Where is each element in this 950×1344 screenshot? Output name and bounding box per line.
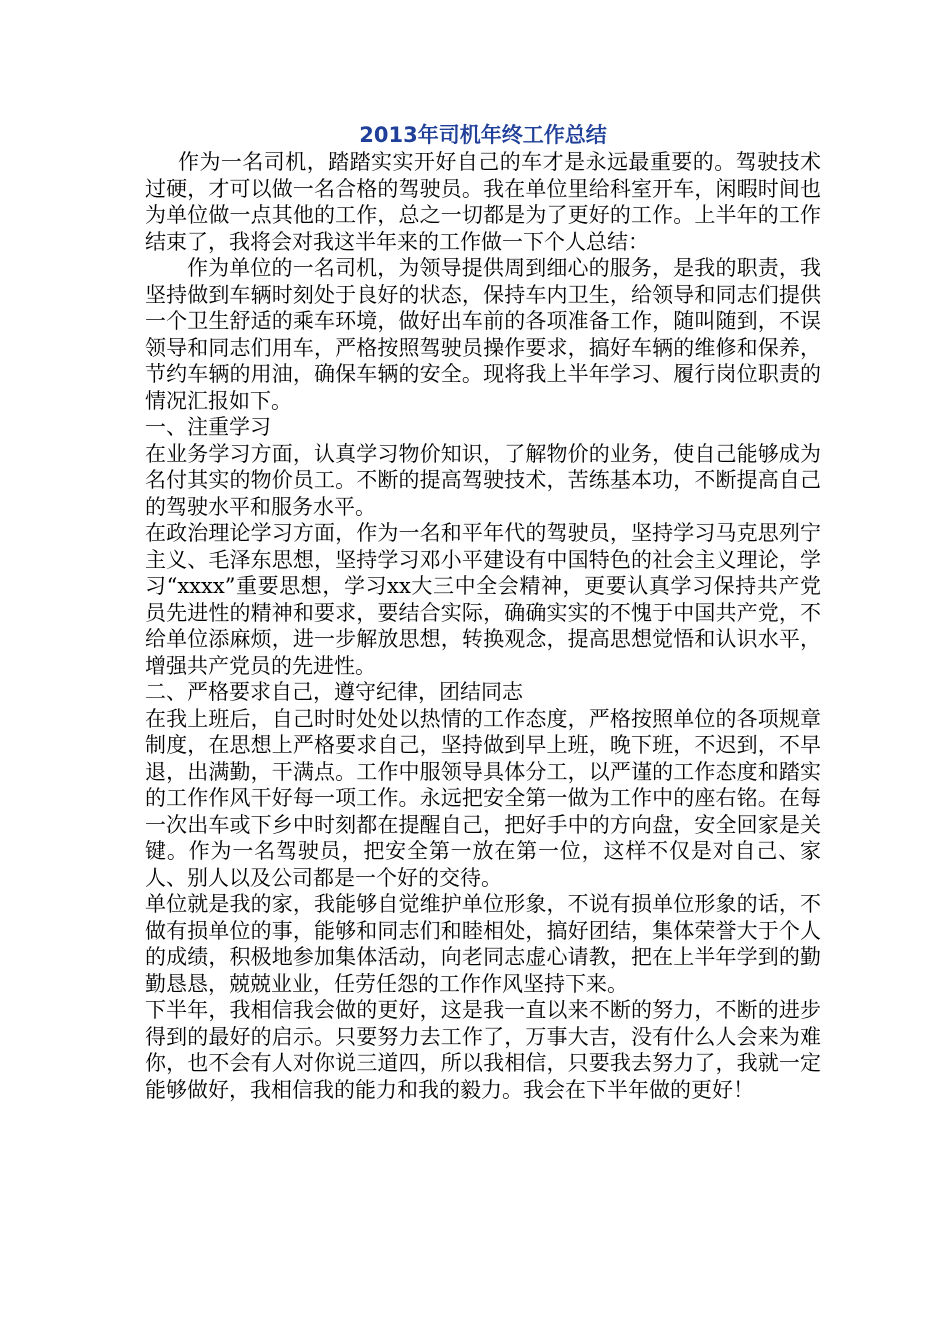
paragraph-duties: 作为单位的一名司机，为领导提供周到细心的服务，是我的职责，我坚持做到车辆时刻处于良好的状态，保持车内卫生，给领导和同志们提供一个卫生舒适的乘车环境，做好出车前的各项准备工作，随叫随到，不误领导和同志们用车，严格按照驾驶员操作要求，搞好车辆的维修和保养，节约车辆的用油，确保车辆的安全。现将我上半年学习、履行岗位职责的情况汇报如下。 — [145, 256, 821, 413]
section-heading-discipline: 二、严格要求自己，遵守纪律，团结同志 — [145, 680, 523, 704]
paragraph-business-study: 在业务学习方面，认真学习物价知识，了解物价的业务，使自己能够成为名付其实的物价员工。不断的提高驾驶技术，苦练基本功，不断提高自己的驾驶水平和服务水平。 — [145, 441, 821, 519]
document-page — [145, 122, 821, 1103]
paragraph-unit-home: 单位就是我的家，我能够自觉维护单位形象，不说有损单位形象的话，不做有损单位的事，能够和同志们和睦相处，搞好团结，集体荣誉大于个人的成绩，积极地参加集体活动，向老同志虚心请教，把在上半年学到的勤勤恳恳，兢兢业业，任劳任怨的工作作风坚持下来。 — [145, 892, 821, 996]
paragraph-intro: 作为一名司机，踏踏实实开好自己的车才是永远最重要的。驾驶技术过硬，才可以做一名合格的驾驶员。我在单位里给科室开车，闲暇时间也为单位做一点其他的工作，总之一切都是为了更好的工作。上半年的工作结束了，我将会对我这半年来的工作做一下个人总结： — [145, 150, 821, 254]
paragraph-second-half: 下半年，我相信我会做的更好，这是我一直以来不断的努力，不断的进步得到的最好的启示。只要努力去工作了，万事大吉，没有什么人会来为难你，也不会有人对你说三道四，所以我相信，只要我去努力了，我就一定能够做好，我相信我的能力和我的毅力。我会在下半年做的更好！ — [145, 998, 821, 1102]
document-title: 2013年司机年终工作总结 — [359, 123, 607, 147]
section-heading-study: 一、注重学习 — [145, 415, 271, 439]
paragraph-political-study: 在政治理论学习方面，作为一名和平年代的驾驶员，坚持学习马克思列宁主义、毛泽东思想，坚持学习邓小平建设有中国特色的社会主义理论，学习“xxxx”重要思想，学习xx大三中全会精神，更要认真学习保持共产党员先进性的精神和要求，要结合实际，确确实实的不愧于中国共产党，不给单位添麻烦，进一步解放思想，转换观念，提高思想觉悟和认识水平，增强共产党员的先进性。 — [145, 521, 821, 678]
paragraph-work-attitude: 在我上班后，自己时时处处以热情的工作态度，严格按照单位的各项规章制度，在思想上严格要求自己，坚持做到早上班，晚下班，不迟到，不早退，出满勤，干满点。工作中服领导具体分工，以严谨的工作态度和踏实的工作作风干好每一项工作。永远把安全第一做为工作中的座右铭。在每一次出车或下乡中时刻都在提醒自己，把好手中的方向盘，安全回家是关键。作为一名驾驶员，把安全第一放在第一位，这样不仅是对自己、家人、别人以及公司都是一个好的交待。 — [145, 706, 821, 890]
